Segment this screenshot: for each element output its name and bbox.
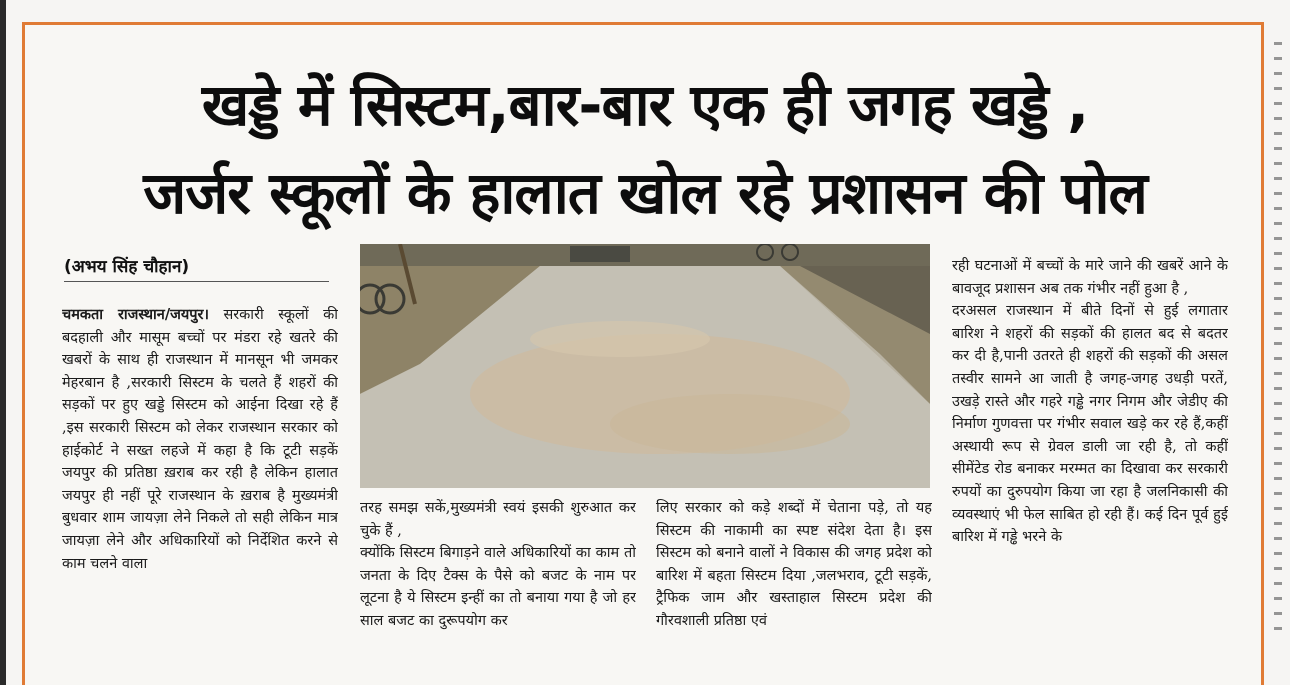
article-column-2: [360, 497, 636, 685]
column-4-text-b: दरअसल राजस्थान में बीते दिनों से हुई लगातार बारिश ने शहरों की सड़कों की हालत बद से बदतर कर दी है,पानी उतरते ही शहरों की सड़कों की असल तस्वीर सामने आ जाती है जगह-जगह उधड़ी परतें, उखड़े रास्ते और गहरे गड्ढे नगर निगम और जेडीए की निर्माण गुणवत्ता पर गंभीर सवाल खड़े कर रहे हैं,कहीं अस्थायी रूप से ग्रेवल डाली जा रही है, तो कहीं सीमेंटेड रोड बनाकर मरम्मत का दिखावा कर सरकारी रुपयों का दुरुपयोग किया जा रहा है जलनिकासी की व्यवस्थाएं भी फेल साबित हो रही हैं। कई दिन पूर्व हुई बारिश में गड्ढे भरने के: [952, 303, 1228, 546]
left-edge-strip: [0, 0, 6, 685]
article-column-1: [62, 304, 338, 685]
road-potholes-photo: [360, 244, 930, 488]
adjacent-column-edge: [1268, 30, 1290, 685]
column-2-text: तरह समझ सकें,मुख्यमंत्री स्वयं इसकी शुरुआत कर चुके हैं ,: [360, 500, 636, 539]
column-4-text: रही घटनाओं में बच्चों के मारे जाने की खबरें आने के बावजूद प्रशासन अब तक गंभीर नहीं हुआ है ,: [952, 258, 1228, 297]
column-1-text: सरकारी स्कूलों की बदहाली और मासूम बच्चों पर मंडरा रहे खतरे की खबरों के साथ ही राजस्थान में मानसून भी जमकर मेहरबान है ,सरकारी सिस्टम के चलते हैं शहरों की सड़कों पर हुए खड्डे सिस्टम को आईना दिखा रहे हैं ,इस सरकारी सिस्टम को लेकर राजस्थान सरकार को हाईकोर्ट ने सख्त लहजे में कहा है कि टूटी सड़कें जयपुर की प्रतिष्ठा ख़राब कर रही है लेकिन हालात जयपुर ही नहीं पूरे राजस्थान के ख़राब है मुख्यमंत्री बुधवार शाम जायज़ा लेने निकले तो सही लेकिन मात्र जायज़ा लेने और अधिकारियों को निर्देशित करने से काम चलने वाला: [62, 307, 338, 572]
byline: (अभय सिंह चौहान): [64, 254, 329, 282]
column-3-text: लिए सरकार को कड़े शब्दों में चेताना पड़े, तो यह सिस्टम की नाकामी का स्पष्ट संदेश देता है। इस सिस्टम को बनाने वालों ने विकास की जगह प्रदेश को बारिश में बहता सिस्टम दिया ,जलभराव, टूटी सड़कें, ट्रैफिक जाम और खस्ताहाल सिस्टम प्रदेश की गौरवशाली प्रतिष्ठा एवं: [656, 500, 932, 629]
dateline: चमकता राजस्थान/जयपुर।: [62, 306, 209, 323]
article-column-4: [952, 255, 1228, 685]
column-2-text-b: क्योंकि सिस्टम बिगाड़ने वाले अधिकारियों का काम तो जनता के दिए टैक्स के पैसे को बजट के नाम पर लूटना है ये सिस्टम इन्हीं का तो बनाया गया है जो हर साल बजट का दुरूपयोग कर: [360, 545, 636, 629]
article-column-3: [656, 497, 932, 685]
headline-line-1: खड्डे में सिस्टम,बार-बार एक ही जगह खड्डे ,: [201, 71, 1089, 139]
headline-line-2: जर्जर स्कूलों के हालात खोल रहे प्रशासन की पोल: [143, 159, 1147, 227]
